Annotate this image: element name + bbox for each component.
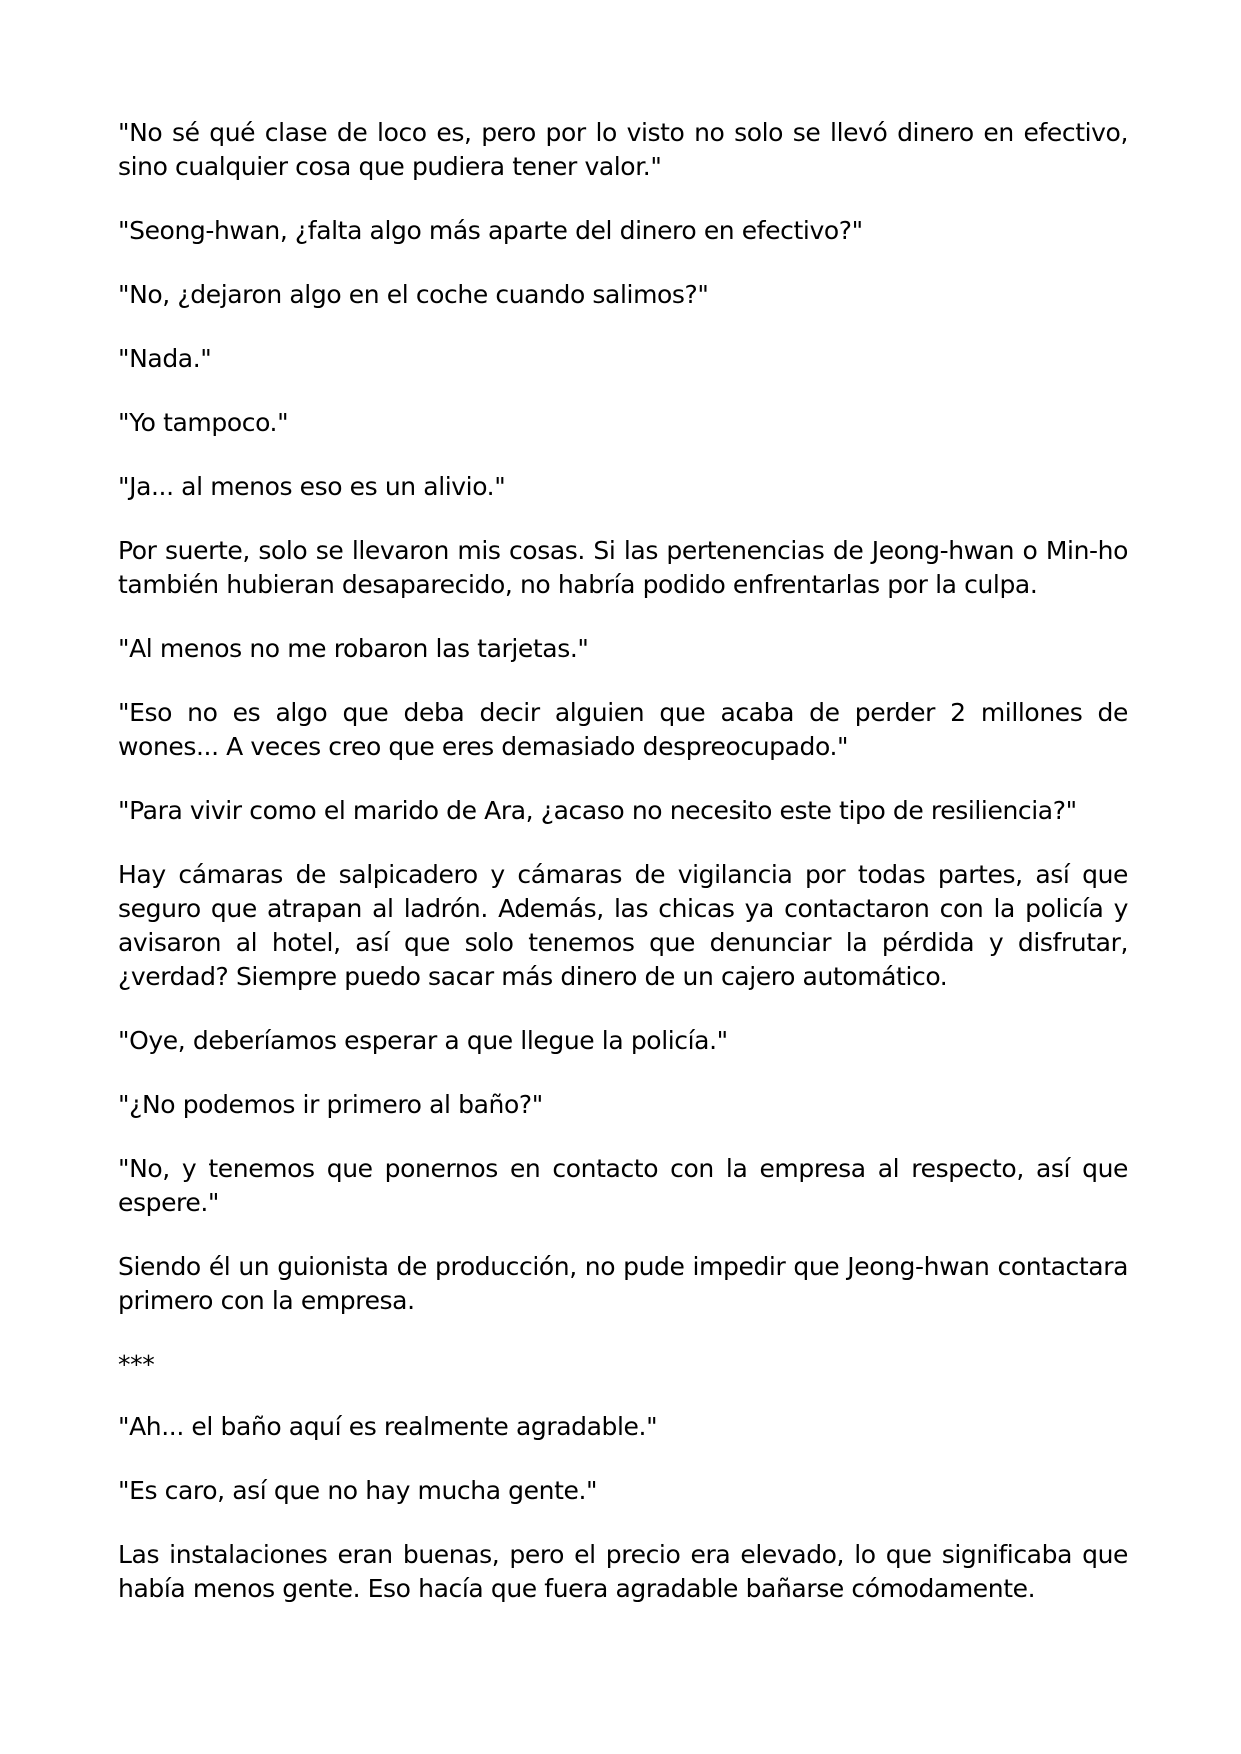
paragraph: "Nada." [118,344,212,373]
paragraph: Por suerte, solo se llevaron mis cosas. Si las pertenencias de Jeong-hwan o Min-ho también hubieran desaparecido, no habría podido enfrentarlas por la culpa. [118,536,1128,599]
paragraph: "Al menos no me robaron las tarjetas." [118,634,589,663]
paragraph: "Yo tampoco." [118,408,289,437]
scene-separator: *** [118,1350,155,1379]
paragraph: "Es caro, así que no hay mucha gente." [118,1476,598,1505]
paragraph: "Para vivir como el marido de Ara, ¿acaso no necesito este tipo de resiliencia?" [118,796,1077,825]
paragraph: "No sé qué clase de loco es, pero por lo visto no solo se llevó dinero en efectivo, sino cualquier cosa que pudiera tener valor." [118,118,1128,181]
paragraph: "Ah... el baño aquí es realmente agradable." [118,1412,658,1441]
paragraph: Las instalaciones eran buenas, pero el precio era elevado, lo que significaba que había menos gente. Eso hacía que fuera agradable bañarse cómodamente. [118,1540,1128,1603]
paragraph: Hay cámaras de salpicadero y cámaras de vigilancia por todas partes, así que seguro que atrapan al ladrón. Además, las chicas ya contactaron con la policía y avisaron al hotel, así que solo tenemos que denunciar la pérdida y disfrutar, ¿verdad? Siempre puedo sacar más dinero de un cajero automático. [118,860,1128,991]
paragraph: "Ja... al menos eso es un alivio." [118,472,506,501]
paragraph: Siendo él un guionista de producción, no pude impedir que Jeong-hwan contactara primero con la empresa. [118,1252,1128,1315]
paragraph: "No, y tenemos que ponernos en contacto con la empresa al respecto, así que espere." [118,1154,1128,1217]
paragraph: "No, ¿dejaron algo en el coche cuando salimos?" [118,280,709,309]
paragraph: "Eso no es algo que deba decir alguien que acaba de perder 2 millones de wones... A veces creo que eres demasiado despreocupado." [118,698,1128,761]
paragraph: "Seong-hwan, ¿falta algo más aparte del dinero en efectivo?" [118,216,863,245]
paragraph: "¿No podemos ir primero al baño?" [118,1090,543,1119]
document-body [118,116,1128,1636]
paragraph: "Oye, deberíamos esperar a que llegue la policía." [118,1026,728,1055]
